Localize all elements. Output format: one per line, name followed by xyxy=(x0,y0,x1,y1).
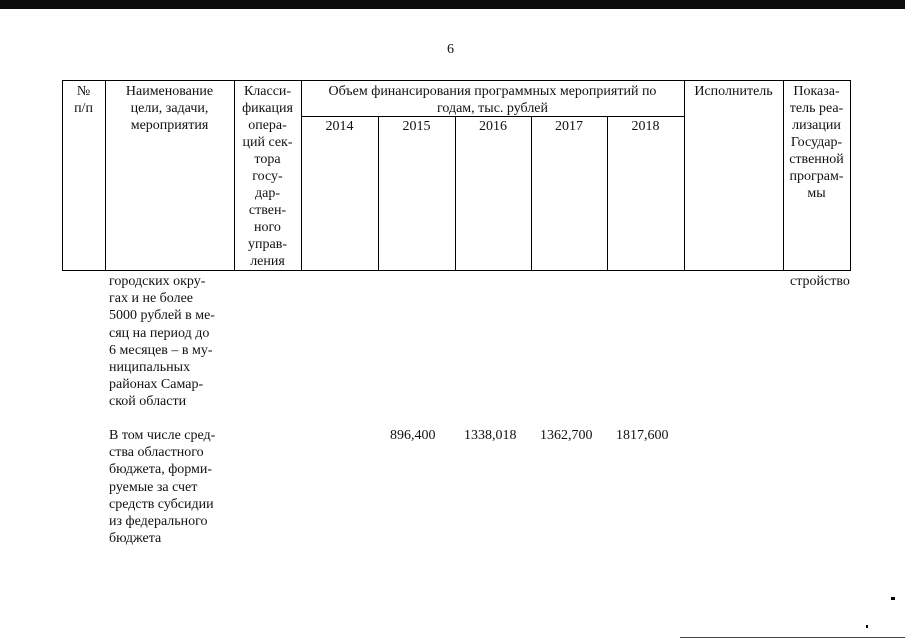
scan-speck xyxy=(891,597,895,600)
header-executor: Исполнитель xyxy=(694,84,773,99)
header-classification: Класси- фикация опера- ций сек- тора госу- дар- ствен- ного управ- ления xyxy=(242,84,293,269)
scan-top-edge xyxy=(0,0,905,9)
header-year-2016: 2016 xyxy=(479,119,507,134)
row2-name-cell: В том числе сред- ства областного бюджета, форми- руемые за счет средств субсидии из федерального бюджета xyxy=(109,428,216,547)
row2-value-2018: 1817,600 xyxy=(616,428,669,443)
header-indicator: Показа- тель реа- лизации Государ- ственной програм- мы xyxy=(789,84,844,201)
page-number: 6 xyxy=(447,42,454,57)
row2-value-2017: 1362,700 xyxy=(540,428,593,443)
header-year-2017: 2017 xyxy=(555,119,583,134)
header-year-2018: 2018 xyxy=(631,119,660,134)
header-num: № п/п xyxy=(74,84,93,116)
header-year-2014: 2014 xyxy=(325,119,354,134)
scan-bottom-edge xyxy=(680,637,905,638)
row1-name-cell: городских окру- гах и не более 5000 рублей в ме- сяц на период до 6 месяцев – в му- ниципальных районах Самар- ской области xyxy=(109,274,215,410)
header-year-2015: 2015 xyxy=(402,119,431,134)
header-name: Наименование цели, задачи, мероприятия xyxy=(125,84,214,133)
scan-speck xyxy=(866,625,868,628)
row1-indicator-cell: стройство xyxy=(790,274,850,289)
row2-value-2016: 1338,018 xyxy=(464,428,517,443)
row2-value-2015: 896,400 xyxy=(390,428,436,443)
header-financing: Объем финансирования программных мероприятий по годам, тыс. рублей xyxy=(328,84,657,116)
